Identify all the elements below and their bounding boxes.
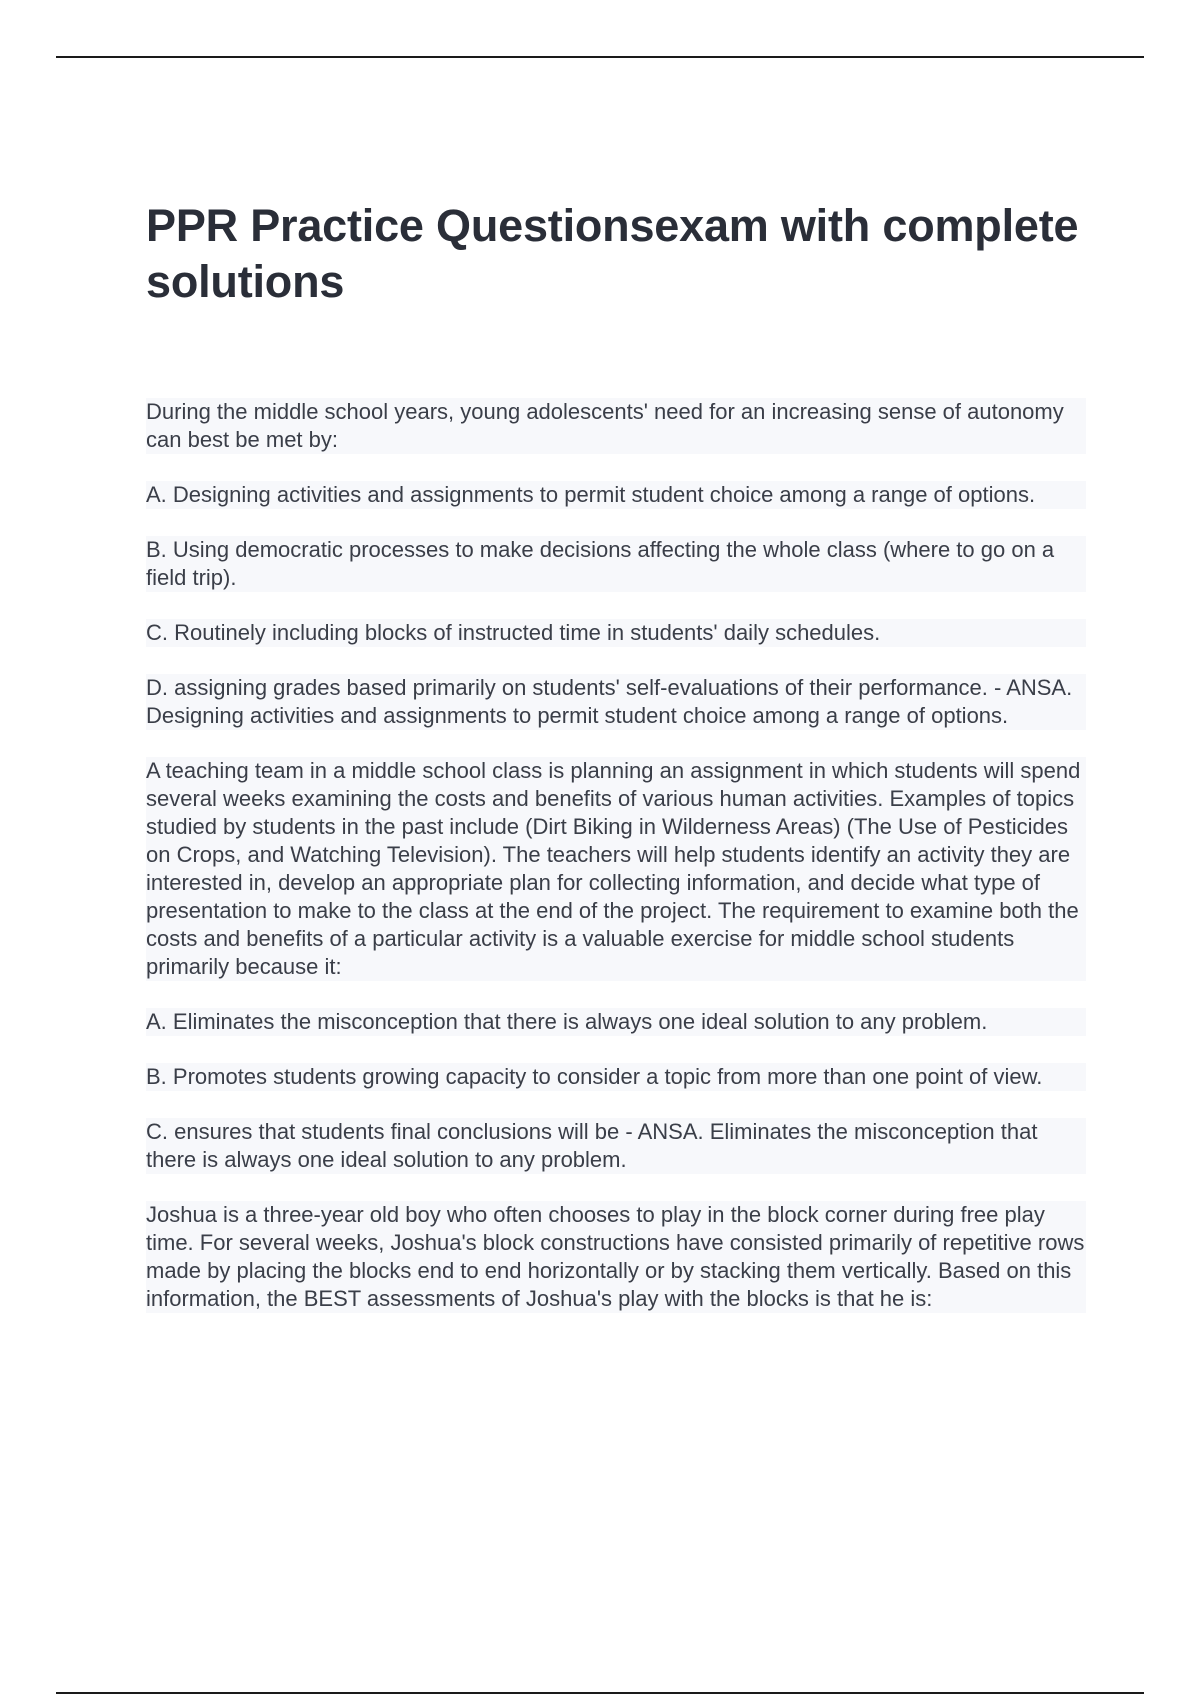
question-1-option-a: A. Designing activities and assignments to permit student choice among a range of options.	[146, 481, 1086, 509]
question-1-stem: During the middle school years, young adolescents' need for an increasing sense of autonomy can best be met by:	[146, 398, 1086, 454]
footer-rule	[56, 1692, 1144, 1694]
document-body	[146, 398, 1086, 1313]
question-3-stem: Joshua is a three-year old boy who often chooses to play in the block corner during free play time. For several weeks, Joshua's block constructions have consisted primarily of repetitive rows made by placing the blocks end to end horizontally or by stacking them vertically. Based on this information, the BEST assessments of Joshua's play with the blocks is that he is:	[146, 1202, 1085, 1311]
document-title: PPR Practice Questionsexam with complete solutions	[146, 200, 1079, 307]
question-1-option-b: B. Using democratic processes to make decisions affecting the whole class (where to go on a field trip).	[146, 536, 1086, 592]
question-2-option-b: B. Promotes students growing capacity to consider a topic from more than one point of view.	[146, 1063, 1086, 1091]
question-1-option-d-answer: D. assigning grades based primarily on students' self-evaluations of their performance. - ANSA. Designing activities and assignments to permit student choice among a range of options.	[146, 674, 1086, 730]
question-2-option-a: A. Eliminates the misconception that there is always one ideal solution to any problem.	[146, 1008, 1086, 1036]
header-rule	[56, 56, 1144, 58]
question-2-option-c-answer: C. ensures that students final conclusions will be - ANSA. Eliminates the misconception that there is always one ideal solution to any problem.	[146, 1118, 1086, 1174]
document-page	[146, 198, 1086, 1313]
question-1-option-c: C. Routinely including blocks of instructed time in students' daily schedules.	[146, 619, 1086, 647]
question-2-stem: A teaching team in a middle school class is planning an assignment in which students will spend several weeks examining the costs and benefits of various human activities. Examples of topics studied by students in the past include (Dirt Biking in Wilderness Areas) (The Use of Pesticides on Crops, and Watching Television). The teachers will help students identify an activity they are interested in, develop an appropriate plan for collecting information, and decide what type of presentation to make to the class at the end of the project. The requirement to examine both the costs and benefits of a particular activity is a valuable exercise for middle school students primarily because it:	[146, 757, 1086, 981]
